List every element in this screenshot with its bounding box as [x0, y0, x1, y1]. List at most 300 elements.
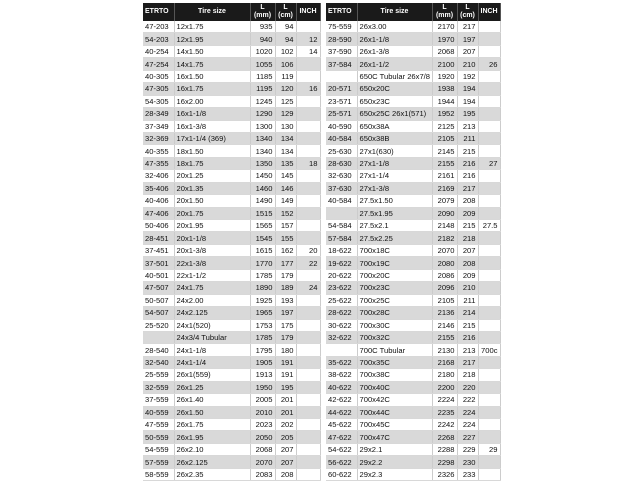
cell-inch	[296, 145, 320, 157]
cell-length-mm: 2288	[432, 443, 457, 455]
cell-length-mm: 1340	[250, 145, 275, 157]
cell-inch	[478, 120, 500, 132]
cell-length-mm: 1185	[250, 70, 275, 82]
table-row	[326, 331, 500, 343]
cell-length-cm: 208	[275, 468, 296, 480]
cell-tire-size: 20x1.25	[174, 170, 250, 182]
cell-inch	[296, 294, 320, 306]
cell-etrto: 28-590	[326, 33, 357, 45]
cell-length-cm: 175	[275, 319, 296, 331]
cell-inch	[478, 257, 500, 269]
cell-length-mm: 2105	[432, 132, 457, 144]
cell-length-mm: 1490	[250, 195, 275, 207]
cell-length-cm: 145	[275, 170, 296, 182]
table-row	[326, 232, 500, 244]
table-row	[143, 195, 320, 207]
cell-etrto: 47-355	[143, 157, 174, 169]
table-row	[326, 70, 500, 82]
cell-length-cm: 179	[275, 269, 296, 281]
cell-etrto: 40-406	[143, 195, 174, 207]
table-row	[326, 406, 500, 418]
cell-length-cm: 210	[457, 282, 478, 294]
cell-length-cm: 214	[457, 307, 478, 319]
cell-tire-size: 20x1.95	[174, 220, 250, 232]
cell-inch	[296, 207, 320, 219]
cell-tire-size: 24x3/4 Tubular	[174, 331, 250, 343]
cell-length-cm: 215	[457, 319, 478, 331]
cell-etrto: 54-622	[326, 443, 357, 455]
cell-inch	[478, 419, 500, 431]
cell-etrto: 32-540	[143, 356, 174, 368]
cell-length-cm: 119	[275, 70, 296, 82]
cell-tire-size: 650x38B	[357, 132, 432, 144]
cell-length-mm: 2083	[250, 468, 275, 480]
cell-etrto: 32-559	[143, 381, 174, 393]
cell-tire-size: 27x1-1/4	[357, 170, 432, 182]
cell-inch	[296, 195, 320, 207]
cell-etrto: 28-451	[143, 232, 174, 244]
table-row	[143, 95, 320, 107]
cell-inch	[478, 33, 500, 45]
table-row	[326, 207, 500, 219]
cell-length-cm: 134	[275, 145, 296, 157]
table-row	[326, 468, 500, 480]
cell-length-cm: 130	[275, 120, 296, 132]
table-row	[326, 157, 500, 169]
cell-etrto: 23-571	[326, 95, 357, 107]
cell-tire-size: 26x1-3/8	[357, 45, 432, 57]
cell-tire-size: 16x1.50	[174, 70, 250, 82]
cell-length-cm: 180	[275, 344, 296, 356]
cell-length-cm: 195	[275, 381, 296, 393]
cell-inch	[296, 369, 320, 381]
table-row	[326, 145, 500, 157]
cell-length-mm: 2130	[432, 344, 457, 356]
cell-tire-size: 27.5x2.25	[357, 232, 432, 244]
cell-length-mm: 2224	[432, 394, 457, 406]
cell-length-cm: 215	[457, 220, 478, 232]
cell-inch	[296, 456, 320, 468]
cell-length-mm: 1785	[250, 269, 275, 281]
cell-length-mm: 1944	[432, 95, 457, 107]
cell-inch	[478, 132, 500, 144]
left-tire-table	[143, 3, 321, 481]
cell-etrto: 18-622	[326, 244, 357, 256]
cell-length-cm: 157	[275, 220, 296, 232]
cell-length-cm: 215	[457, 145, 478, 157]
cell-inch	[478, 406, 500, 418]
cell-inch	[478, 269, 500, 281]
cell-tire-size: 24x1(520)	[174, 319, 250, 331]
cell-length-mm: 2168	[432, 356, 457, 368]
cell-etrto: 47-305	[143, 83, 174, 95]
cell-etrto	[326, 207, 357, 219]
table-row	[326, 257, 500, 269]
cell-length-mm: 2298	[432, 456, 457, 468]
cell-length-cm: 210	[457, 58, 478, 70]
cell-inch: 24	[296, 282, 320, 294]
header-tire-size: Tire size	[174, 3, 250, 21]
table-row	[326, 220, 500, 232]
cell-inch	[296, 220, 320, 232]
cell-inch	[296, 356, 320, 368]
cell-etrto: 37-501	[143, 257, 174, 269]
cell-tire-size: 17x1-1/4 (369)	[174, 132, 250, 144]
cell-length-mm: 2079	[432, 195, 457, 207]
header-tire-size: Tire size	[357, 3, 432, 21]
cell-length-mm: 2070	[432, 244, 457, 256]
table-row	[143, 307, 320, 319]
table-row	[143, 369, 320, 381]
cell-length-mm: 2148	[432, 220, 457, 232]
cell-etrto	[143, 331, 174, 343]
table-row	[143, 70, 320, 82]
cell-length-cm: 217	[457, 182, 478, 194]
cell-tire-size: 20x1.75	[174, 207, 250, 219]
cell-inch	[478, 307, 500, 319]
table-row	[326, 456, 500, 468]
table-row	[143, 207, 320, 219]
cell-inch	[296, 95, 320, 107]
cell-tire-size: 650x25C 26x1(571)	[357, 108, 432, 120]
cell-length-cm: 120	[275, 83, 296, 95]
cell-length-mm: 935	[250, 21, 275, 33]
cell-etrto: 40-254	[143, 45, 174, 57]
header-l-cm: L (cm)	[457, 3, 478, 21]
cell-length-mm: 1515	[250, 207, 275, 219]
cell-etrto: 50-559	[143, 431, 174, 443]
table-row	[143, 319, 320, 331]
cell-length-mm: 2242	[432, 419, 457, 431]
cell-tire-size: 27.5x1.50	[357, 195, 432, 207]
cell-tire-size: 14x1.75	[174, 58, 250, 70]
cell-length-mm: 2050	[250, 431, 275, 443]
cell-inch	[478, 244, 500, 256]
cell-length-cm: 224	[457, 406, 478, 418]
cell-etrto: 50-507	[143, 294, 174, 306]
left-header-row	[143, 3, 320, 21]
cell-tire-size: 24x2.125	[174, 307, 250, 319]
cell-length-cm: 125	[275, 95, 296, 107]
cell-etrto: 54-507	[143, 307, 174, 319]
cell-length-mm: 1890	[250, 282, 275, 294]
cell-tire-size: 26x1.95	[174, 431, 250, 443]
header-inch: INCH	[296, 3, 320, 21]
cell-etrto: 37-349	[143, 120, 174, 132]
table-row	[143, 232, 320, 244]
cell-length-cm: 230	[457, 456, 478, 468]
cell-tire-size: 700C Tubular	[357, 344, 432, 356]
cell-etrto: 45-622	[326, 419, 357, 431]
cell-length-cm: 229	[457, 443, 478, 455]
cell-etrto: 54-559	[143, 443, 174, 455]
cell-inch	[478, 356, 500, 368]
cell-tire-size: 26x1.40	[174, 394, 250, 406]
cell-length-cm: 227	[457, 431, 478, 443]
table-row	[143, 108, 320, 120]
cell-etrto: 40-622	[326, 381, 357, 393]
table-row	[143, 83, 320, 95]
cell-etrto: 32-369	[143, 132, 174, 144]
cell-tire-size: 26x1.25	[174, 381, 250, 393]
cell-inch	[478, 381, 500, 393]
cell-etrto: 20-571	[326, 83, 357, 95]
cell-length-mm: 2169	[432, 182, 457, 194]
cell-tire-size: 29x2.1	[357, 443, 432, 455]
table-row	[143, 58, 320, 70]
cell-length-cm: 134	[275, 132, 296, 144]
cell-tire-size: 22x1-3/8	[174, 257, 250, 269]
cell-length-cm: 129	[275, 108, 296, 120]
table-row	[143, 157, 320, 169]
cell-tire-size: 700x42C	[357, 394, 432, 406]
cell-length-mm: 1565	[250, 220, 275, 232]
cell-inch	[478, 207, 500, 219]
cell-inch: 27.5	[478, 220, 500, 232]
table-row	[143, 132, 320, 144]
table-row	[326, 394, 500, 406]
cell-length-mm: 1300	[250, 120, 275, 132]
cell-inch	[478, 170, 500, 182]
table-row	[143, 381, 320, 393]
table-row	[326, 307, 500, 319]
header-l-cm: L (cm)	[275, 3, 296, 21]
cell-etrto: 25-559	[143, 369, 174, 381]
table-row	[143, 456, 320, 468]
cell-etrto: 32-630	[326, 170, 357, 182]
cell-etrto: 28-349	[143, 108, 174, 120]
cell-etrto: 54-584	[326, 220, 357, 232]
cell-length-cm: 155	[275, 232, 296, 244]
cell-tire-size: 700x28C	[357, 307, 432, 319]
cell-length-cm: 207	[275, 443, 296, 455]
cell-etrto: 35-622	[326, 356, 357, 368]
table-row	[326, 108, 500, 120]
cell-tire-size: 650C Tubular 26x7/8	[357, 70, 432, 82]
cell-tire-size: 12x1.75	[174, 21, 250, 33]
cell-length-cm: 217	[457, 356, 478, 368]
table-row	[326, 83, 500, 95]
cell-tire-size: 16x1-1/8	[174, 108, 250, 120]
cell-inch	[478, 468, 500, 480]
cell-inch	[478, 195, 500, 207]
cell-length-mm: 1460	[250, 182, 275, 194]
cell-etrto: 47-507	[143, 282, 174, 294]
cell-inch	[296, 307, 320, 319]
table-row	[143, 294, 320, 306]
cell-tire-size: 700x35C	[357, 356, 432, 368]
cell-inch: 12	[296, 33, 320, 45]
cell-etrto: 44-622	[326, 406, 357, 418]
cell-etrto: 28-540	[143, 344, 174, 356]
table-row	[326, 282, 500, 294]
table-row	[143, 394, 320, 406]
cell-length-mm: 2161	[432, 170, 457, 182]
cell-length-mm: 1913	[250, 369, 275, 381]
cell-etrto: 54-305	[143, 95, 174, 107]
cell-inch: 22	[296, 257, 320, 269]
cell-inch	[296, 443, 320, 455]
cell-etrto: 40-584	[326, 132, 357, 144]
cell-tire-size: 20x1.35	[174, 182, 250, 194]
cell-length-cm: 209	[457, 269, 478, 281]
cell-length-cm: 195	[457, 108, 478, 120]
cell-etrto: 32-406	[143, 170, 174, 182]
cell-etrto: 47-203	[143, 21, 174, 33]
cell-length-cm: 216	[457, 157, 478, 169]
cell-inch: 27	[478, 157, 500, 169]
cell-etrto: 23-622	[326, 282, 357, 294]
cell-length-mm: 1055	[250, 58, 275, 70]
table-row	[143, 431, 320, 443]
table-row	[326, 369, 500, 381]
cell-length-cm: 209	[457, 207, 478, 219]
cell-length-cm: 194	[457, 83, 478, 95]
cell-length-mm: 2145	[432, 145, 457, 157]
cell-inch	[478, 282, 500, 294]
cell-inch	[296, 182, 320, 194]
cell-inch	[296, 381, 320, 393]
cell-etrto: 37-584	[326, 58, 357, 70]
cell-inch	[296, 132, 320, 144]
cell-inch	[478, 21, 500, 33]
table-row	[143, 269, 320, 281]
cell-inch	[478, 331, 500, 343]
table-row	[143, 468, 320, 480]
cell-length-mm: 2023	[250, 419, 275, 431]
cell-etrto: 25-520	[143, 319, 174, 331]
cell-length-cm: 217	[457, 21, 478, 33]
cell-inch	[478, 232, 500, 244]
cell-length-mm: 1290	[250, 108, 275, 120]
cell-inch	[478, 70, 500, 82]
cell-length-cm: 216	[457, 170, 478, 182]
table-row	[326, 170, 500, 182]
cell-tire-size: 27x1-1/8	[357, 157, 432, 169]
cell-length-cm: 194	[457, 95, 478, 107]
cell-tire-size: 20x1-1/8	[174, 232, 250, 244]
cell-length-cm: 202	[275, 419, 296, 431]
cell-inch	[478, 431, 500, 443]
table-row	[326, 195, 500, 207]
cell-length-mm: 2005	[250, 394, 275, 406]
cell-inch	[296, 232, 320, 244]
cell-length-cm: 94	[275, 33, 296, 45]
cell-inch	[296, 120, 320, 132]
cell-inch	[296, 108, 320, 120]
table-row	[326, 244, 500, 256]
cell-length-cm: 213	[457, 120, 478, 132]
cell-length-cm: 135	[275, 157, 296, 169]
table-row	[143, 406, 320, 418]
cell-inch	[296, 58, 320, 70]
cell-length-cm: 102	[275, 45, 296, 57]
cell-length-mm: 2080	[432, 257, 457, 269]
cell-etrto: 37-590	[326, 45, 357, 57]
cell-inch	[296, 344, 320, 356]
cell-length-mm: 1905	[250, 356, 275, 368]
cell-length-cm: 192	[457, 70, 478, 82]
cell-etrto: 57-559	[143, 456, 174, 468]
cell-length-cm: 220	[457, 381, 478, 393]
cell-etrto: 54-203	[143, 33, 174, 45]
cell-tire-size: 26x1-1/2	[357, 58, 432, 70]
cell-inch	[296, 419, 320, 431]
table-row	[143, 220, 320, 232]
table-row	[326, 381, 500, 393]
cell-tire-size: 27x1(630)	[357, 145, 432, 157]
cell-tire-size: 700x19C	[357, 257, 432, 269]
cell-length-mm: 1615	[250, 244, 275, 256]
cell-etrto: 40-501	[143, 269, 174, 281]
cell-inch	[478, 394, 500, 406]
table-row	[326, 21, 500, 33]
cell-inch: 26	[478, 58, 500, 70]
cell-inch	[296, 170, 320, 182]
cell-etrto: 25-630	[326, 145, 357, 157]
cell-length-mm: 2155	[432, 331, 457, 343]
table-row	[143, 145, 320, 157]
cell-length-mm: 2200	[432, 381, 457, 393]
cell-inch	[478, 319, 500, 331]
table-row	[143, 257, 320, 269]
cell-length-mm: 1545	[250, 232, 275, 244]
cell-inch	[296, 431, 320, 443]
table-row	[143, 244, 320, 256]
header-l-mm: L (mm)	[250, 3, 275, 21]
table-row	[143, 33, 320, 45]
cell-tire-size: 26x1-1/8	[357, 33, 432, 45]
cell-etrto: 37-451	[143, 244, 174, 256]
cell-length-cm: 213	[457, 344, 478, 356]
cell-length-mm: 1950	[250, 381, 275, 393]
cell-etrto: 25-571	[326, 108, 357, 120]
cell-length-mm: 1938	[432, 83, 457, 95]
cell-inch	[296, 21, 320, 33]
cell-tire-size: 27x1-3/8	[357, 182, 432, 194]
cell-tire-size: 29x2.3	[357, 468, 432, 480]
cell-length-mm: 1753	[250, 319, 275, 331]
table-row	[143, 419, 320, 431]
cell-length-cm: 191	[275, 356, 296, 368]
cell-length-mm: 1952	[432, 108, 457, 120]
cell-inch	[296, 319, 320, 331]
cell-tire-size: 16x2.00	[174, 95, 250, 107]
cell-tire-size: 20x1-3/8	[174, 244, 250, 256]
cell-length-mm: 1920	[432, 70, 457, 82]
cell-tire-size: 16x1-3/8	[174, 120, 250, 132]
table-row	[326, 269, 500, 281]
cell-etrto: 28-630	[326, 157, 357, 169]
cell-etrto: 35-406	[143, 182, 174, 194]
cell-etrto: 47-406	[143, 207, 174, 219]
cell-length-mm: 1785	[250, 331, 275, 343]
table-row	[143, 120, 320, 132]
cell-etrto: 30-622	[326, 319, 357, 331]
cell-length-cm: 106	[275, 58, 296, 70]
table-row	[143, 443, 320, 455]
cell-tire-size: 12x1.95	[174, 33, 250, 45]
cell-etrto	[326, 70, 357, 82]
table-row	[326, 58, 500, 70]
cell-length-mm: 940	[250, 33, 275, 45]
cell-tire-size: 700x25C	[357, 294, 432, 306]
cell-length-mm: 2268	[432, 431, 457, 443]
cell-length-cm: 189	[275, 282, 296, 294]
cell-length-cm: 191	[275, 369, 296, 381]
cell-length-cm: 233	[457, 468, 478, 480]
cell-inch	[478, 369, 500, 381]
